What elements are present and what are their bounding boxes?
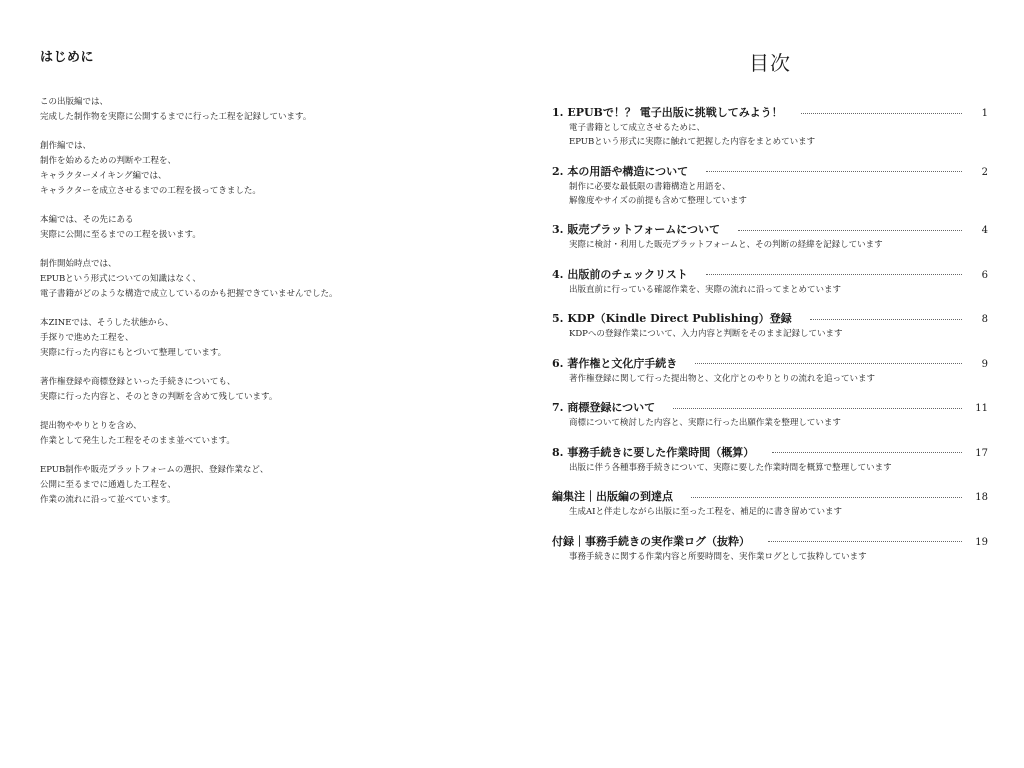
dot-leader (768, 540, 962, 542)
toc-entry-head (552, 488, 988, 505)
toc-entry-head (552, 399, 988, 416)
dot-leader (772, 451, 962, 453)
toc-entry[interactable] (552, 444, 988, 475)
toc-list (552, 104, 988, 564)
intro-line: 作業の流れに沿って並べています。 (40, 495, 176, 505)
intro-paragraph (40, 213, 480, 243)
intro-paragraph (40, 419, 480, 449)
toc-page-number: 17 (975, 447, 988, 459)
intro-line: キャラクターメイキング編では、 (40, 171, 167, 181)
toc-entry-head (552, 444, 988, 461)
intro-line: EPUB制作や販売プラットフォームの選択、登録作業など、 (40, 465, 269, 475)
dot-leader (706, 170, 962, 172)
toc-page-number: 4 (981, 225, 988, 236)
toc-entry-head (552, 266, 988, 283)
toc-entry[interactable] (552, 488, 988, 519)
intro-line: 提出物ややりとりを含め、 (40, 421, 142, 431)
intro-line: 実際に行った内容にもとづいて整理しています。 (40, 348, 227, 358)
intro-line: 電子書籍がどのような構造で成立しているのかも把握できていませんでした。 (40, 289, 338, 299)
toc-page-number: 8 (981, 314, 988, 325)
toc-entry-description: EPUBという形式に実際に触れて把握した内容をまとめています (569, 137, 816, 147)
dot-leader (706, 273, 962, 275)
toc-entry[interactable] (552, 163, 988, 208)
toc-entry[interactable] (552, 221, 988, 252)
toc-entry-description: 商標について検討した内容と、実際に行った出願作業を整理しています (569, 418, 841, 428)
intro-paragraph (40, 463, 480, 508)
toc-title: 目次 (749, 51, 791, 75)
toc-page-number: 19 (975, 536, 988, 548)
intro-line: 創作編では、 (40, 141, 92, 151)
intro-line: 制作開始時点では、 (40, 259, 117, 269)
toc-entry-description: KDPへの登録作業について、入力内容と判断をそのまま記録しています (569, 329, 843, 339)
dot-leader (695, 362, 962, 364)
toc-entry-heading[interactable]: 8. 事務手続きに要した作業時間（概算） (552, 445, 755, 459)
intro-line: 著作権登録や商標登録といった手続きについても、 (40, 377, 236, 387)
toc-entry-description: 実際に検討・利用した販売プラットフォームと、その判断の経緯を記録しています (569, 240, 883, 250)
intro-line: 完成した制作物を実際に公開するまでに行った工程を記録しています。 (40, 112, 312, 122)
toc-entry[interactable] (552, 104, 988, 149)
intro-line: 作業として発生した工程をそのまま並べています。 (40, 436, 235, 446)
intro-line: 実際に行った内容と、そのときの判断を含めて残しています。 (40, 392, 278, 402)
toc-entry-head (552, 163, 988, 180)
toc-entry-heading[interactable]: 2. 本の用語や構造について (552, 164, 689, 178)
toc-entry-heading[interactable]: 5. KDP（Kindle Direct Publishing）登録 (552, 312, 792, 325)
toc-page (552, 50, 988, 577)
intro-line: EPUBという形式についての知識はなく、 (40, 274, 201, 284)
dot-leader (810, 318, 962, 320)
toc-entry[interactable] (552, 310, 988, 341)
toc-entry-heading[interactable]: 4. 出版前のチェックリスト (552, 267, 688, 281)
intro-line: キャラクターを成立させるまでの工程を扱ってきました。 (40, 186, 261, 196)
toc-page-number: 18 (975, 492, 988, 503)
intro-body (40, 95, 480, 508)
toc-entry-heading[interactable]: 編集注｜出版編の到達点 (552, 490, 673, 503)
toc-entry-heading[interactable]: 3. 販売プラットフォームについて (552, 223, 720, 236)
intro-page (40, 50, 480, 522)
toc-entry-description: 著作権登録に関して行った提出物と、文化庁とのやりとりの流れを追っています (569, 373, 876, 384)
toc-entry-description: 電子書籍として成立させるために、 (569, 123, 706, 133)
dot-leader (801, 112, 962, 114)
intro-heading: はじめに (40, 50, 95, 65)
toc-entry-heading[interactable]: 7. 商標登録について (552, 401, 656, 414)
toc-page-number: 6 (981, 269, 988, 281)
intro-line: 手探りで進めた工程を、 (40, 333, 134, 343)
dot-leader (673, 407, 962, 409)
toc-entry-description: 生成AIと伴走しながら出版に至った工程を、補足的に書き留めています (569, 507, 842, 517)
toc-entry-description: 出版直前に行っている確認作業を、実際の流れに沿ってまとめています (569, 284, 842, 295)
toc-entry-head (552, 221, 988, 238)
intro-line: 本ZINEでは、そうした状態から、 (40, 318, 174, 328)
dot-leader (691, 496, 962, 498)
toc-page-number: 2 (981, 166, 988, 178)
dot-leader (738, 229, 962, 231)
toc-entry[interactable] (552, 533, 988, 564)
toc-entry-description: 解像度やサイズの前提も含めて整理しています (569, 195, 747, 206)
intro-line: この出版編では、 (40, 97, 109, 107)
intro-line: 実際に公開に至るまでの工程を扱います。 (40, 230, 201, 240)
intro-line: 公開に至るまでに通過した工程を、 (40, 480, 177, 490)
toc-entry-heading[interactable]: 6. 著作権と文化庁手続き (552, 356, 678, 370)
toc-entry-head (552, 533, 988, 550)
toc-entry[interactable] (552, 355, 988, 386)
toc-entry-description: 事務手続きに関する作業内容と所要時間を、実作業ログとして抜粋しています (569, 551, 867, 562)
toc-page-number: 1 (981, 108, 988, 119)
intro-paragraph (40, 257, 480, 302)
toc-page-number: 11 (975, 403, 988, 414)
toc-entry-description: 制作に必要な最低限の書籍構造と用語を、 (569, 181, 731, 192)
intro-line: 制作を始めるための判断や工程を、 (40, 156, 177, 166)
intro-line: 本編では、その先にある (40, 215, 134, 225)
toc-entry-heading[interactable]: 1. EPUBで！？ 電子出版に挑戦してみよう！ (552, 106, 783, 119)
toc-entry-head (552, 104, 988, 121)
toc-entry-head (552, 355, 988, 372)
toc-entry[interactable] (552, 399, 988, 430)
intro-paragraph (40, 139, 480, 199)
toc-entry-head (552, 310, 988, 327)
intro-paragraph (40, 316, 480, 361)
toc-entry[interactable] (552, 266, 988, 297)
toc-entry-description: 出版に伴う各種事務手続きについて、実際に要した作業時間を概算で整理しています (569, 462, 892, 473)
toc-page-number: 9 (981, 358, 988, 370)
intro-paragraph (40, 95, 480, 125)
intro-paragraph (40, 375, 480, 405)
toc-entry-heading[interactable]: 付録｜事務手続きの実作業ログ（抜粋） (552, 534, 750, 548)
